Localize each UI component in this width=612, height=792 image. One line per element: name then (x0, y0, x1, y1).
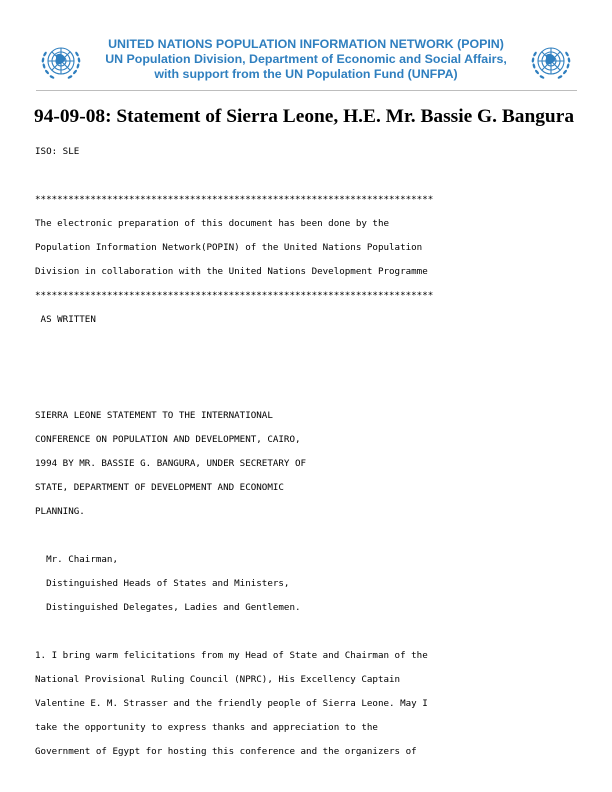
statement-heading-line: SIERRA LEONE STATEMENT TO THE INTERNATIONAL (35, 410, 273, 421)
header-line-1: UNITED NATIONS POPULATION INFORMATION NETWORK (POPIN) (108, 37, 504, 51)
statement-heading-line: 1994 BY MR. BASSIE G. BANGURA, UNDER SECRETARY OF (35, 458, 307, 469)
separator-stars: ************************************************************************ (35, 290, 434, 301)
salutation-line: Distinguished Heads of States and Ministers, (35, 578, 290, 589)
statement-heading-line: STATE, DEPARTMENT OF DEVELOPMENT AND ECONOMIC (35, 482, 284, 493)
paragraph-line: Government of Egypt for hosting this conference and the organizers of (35, 746, 417, 757)
statement-heading-line: CONFERENCE ON POPULATION AND DEVELOPMENT, CAIRO, (35, 434, 301, 445)
header-text (90, 37, 522, 82)
paragraph-line: Valentine E. M. Strasser and the friendly people of Sierra Leone. May I (35, 698, 428, 709)
separator-stars: ************************************************************************ (35, 194, 434, 205)
salutation-line: Mr. Chairman, (35, 554, 118, 565)
header-line-2: UN Population Division, Department of Economic and Social Affairs, (105, 52, 507, 66)
page-header (0, 36, 612, 90)
header-divider (36, 90, 577, 91)
header-line-3: with support from the UN Population Fund (UNFPA) (154, 67, 458, 81)
paragraph-line: 1. I bring warm felicitations from my Head of State and Chairman of the (35, 650, 428, 661)
iso-code: ISO: SLE (35, 146, 80, 157)
statement-heading-line: PLANNING. (35, 506, 85, 517)
intro-line: Division in collaboration with the United Nations Development Programme (35, 266, 428, 277)
intro-line: Population Information Network(POPIN) of the United Nations Population (35, 242, 423, 253)
un-emblem-icon (36, 38, 86, 88)
paragraph-line: take the opportunity to express thanks and appreciation to the (35, 722, 378, 733)
intro-line: The electronic preparation of this document has been done by the (35, 218, 390, 229)
paragraph-line: National Provisional Ruling Council (NPRC), His Excellency Captain (35, 674, 401, 685)
un-emblem-icon (526, 38, 576, 88)
as-written-note: AS WRITTEN (35, 314, 96, 325)
salutation-line: Distinguished Delegates, Ladies and Gentlemen. (35, 602, 301, 613)
page-title: 94-09-08: Statement of Sierra Leone, H.E. Mr. Bassie G. Bangura (34, 106, 575, 127)
